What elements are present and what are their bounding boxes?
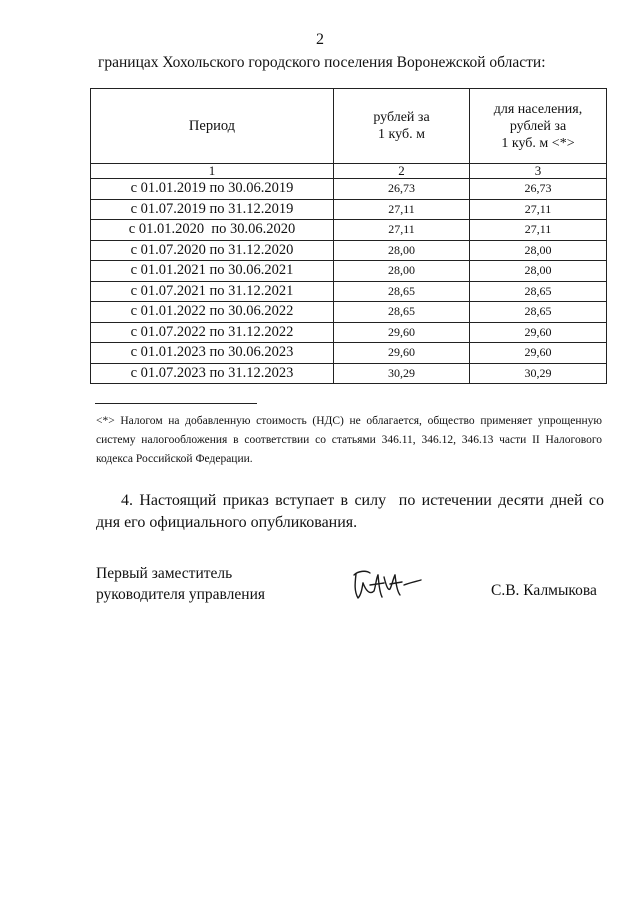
period-cell: с 01.07.2022 по 31.12.2022	[91, 322, 334, 343]
table-row	[91, 240, 607, 261]
period-cell: с 01.01.2020 по 30.06.2020	[91, 220, 334, 241]
price-cell: 28,00	[334, 261, 470, 282]
table-row	[91, 302, 607, 323]
handwritten-signature	[346, 565, 424, 605]
header-population-price	[470, 89, 607, 164]
footnote-divider	[95, 403, 257, 404]
population-price-cell: 28,00	[470, 240, 607, 261]
price-cell: 27,11	[334, 199, 470, 220]
column-number-row	[91, 164, 607, 179]
signer-title-line: Первый заместитель	[96, 565, 233, 582]
price-cell: 28,00	[334, 240, 470, 261]
tariff-table	[90, 88, 607, 384]
period-cell: с 01.07.2021 по 31.12.2021	[91, 281, 334, 302]
population-price-cell: 29,60	[470, 322, 607, 343]
table-row	[91, 322, 607, 343]
table-header-row	[91, 89, 607, 164]
table-row	[91, 261, 607, 282]
population-price-cell: 27,11	[470, 220, 607, 241]
header-population-line: 1 куб. м <*>	[501, 135, 575, 151]
column-number: 3	[470, 164, 607, 179]
page-number: 2	[316, 31, 324, 48]
signer-name: С.В. Калмыкова	[491, 582, 597, 599]
price-cell: 26,73	[334, 179, 470, 200]
header-price-line: 1 куб. м	[378, 127, 425, 142]
header-population-line: рублей за	[509, 118, 567, 134]
signer-title	[96, 563, 265, 605]
header-price-line: рублей за	[373, 110, 430, 125]
price-cell: 28,65	[334, 281, 470, 302]
signer-title-line: руководителя управления	[96, 586, 266, 603]
header-price	[334, 89, 470, 164]
table-row	[91, 220, 607, 241]
population-price-cell: 28,65	[470, 281, 607, 302]
period-cell: с 01.07.2020 по 31.12.2020	[91, 240, 334, 261]
period-cell: с 01.07.2023 по 31.12.2023	[91, 363, 334, 384]
price-cell: 27,11	[334, 220, 470, 241]
table-row	[91, 281, 607, 302]
table-row	[91, 179, 607, 200]
population-price-cell: 30,29	[470, 363, 607, 384]
table-row	[91, 363, 607, 384]
footnote: <*> Налогом на добавленную стоимость (НДС) не облагается, общество применяет упрощенную систему налогообложения в соответствии со статьями 346.11, 346.12, 346.13 части II Налогового кодекса Российской Федерации.	[96, 415, 602, 465]
population-price-cell: 26,73	[470, 179, 607, 200]
population-price-cell: 27,11	[470, 199, 607, 220]
table-row	[91, 199, 607, 220]
period-cell: с 01.01.2021 по 30.06.2021	[91, 261, 334, 282]
price-cell: 29,60	[334, 322, 470, 343]
price-cell: 30,29	[334, 363, 470, 384]
population-price-cell: 28,65	[470, 302, 607, 323]
price-cell: 28,65	[334, 302, 470, 323]
table-row	[91, 343, 607, 364]
period-cell: с 01.01.2023 по 30.06.2023	[91, 343, 334, 364]
header-population-line: для населения,	[493, 101, 583, 117]
population-price-cell: 29,60	[470, 343, 607, 364]
order-paragraph: 4. Настоящий приказ вступает в силу по истечении десяти дней со дня его официального опубликования.	[96, 492, 608, 531]
period-cell: с 01.07.2019 по 31.12.2019	[91, 199, 334, 220]
heading-line: границах Хохольского городского поселения Воронежской области:	[98, 54, 546, 71]
period-cell: с 01.01.2022 по 30.06.2022	[91, 302, 334, 323]
column-number: 1	[91, 164, 334, 179]
population-price-cell: 28,00	[470, 261, 607, 282]
period-cell: с 01.01.2019 по 30.06.2019	[91, 179, 334, 200]
price-cell: 29,60	[334, 343, 470, 364]
header-period: Период	[91, 89, 334, 164]
column-number: 2	[334, 164, 470, 179]
